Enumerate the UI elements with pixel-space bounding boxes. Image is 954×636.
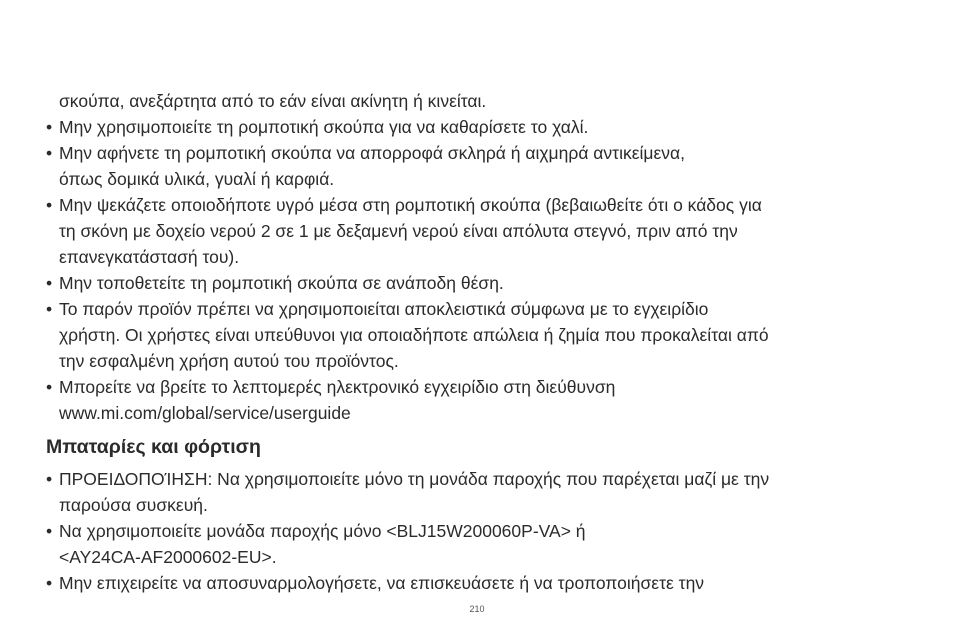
bullet-line: Μην ψεκάζετε οποιοδήποτε υγρό μέσα στη ρομποτική σκούπα (βεβαιωθείτε ότι ο κάδος για [59,195,762,215]
bullet-line: παρούσα συσκευή. [59,495,208,515]
safety-bullet-4 [46,270,926,296]
bullet-line: Μην επιχειρείτε να αποσυναρμολογήσετε, να επισκευάσετε ή να τροποποιήσετε την [59,573,705,593]
bullet-line: Μπορείτε να βρείτε το λεπτομερές ηλεκτρονικό εγχειρίδιο στη διεύθυνση [59,377,616,397]
bullet-line: Μην αφήνετε τη ρομποτική σκούπα να απορροφά σκληρά ή αιχμηρά αντικείμενα, [59,143,686,163]
bullet-line: την εσφαλμένη χρήση αυτού του προϊόντος. [59,351,399,371]
bullet-line: ΠΡΟΕΙΔΟΠΟΊΗΣΗ: Να χρησιμοποιείτε μόνο τη μονάδα παροχής που παρέχεται μαζί με την [59,469,770,489]
battery-bullet-3 [46,570,926,596]
bullet-dot: • [46,299,53,319]
continued-paragraph: σκούπα, ανεξάρτητα από το εάν είναι ακίνητη ή κινείται. [59,91,487,111]
page-content [46,88,926,596]
bullet-dot: • [46,469,53,489]
bullet-line: τη σκόνη με δοχείο νερού 2 σε 1 με δεξαμενή νερού είναι απόλυτα στεγνό, πριν από την [59,221,738,241]
battery-bullet-1 [46,466,926,518]
bullet-line: επανεγκατάστασή του). [59,247,240,267]
bullet-line: χρήστη. Οι χρήστες είναι υπεύθυνοι για οποιαδήποτε απώλεια ή ζημία που προκαλείται από [59,325,769,345]
userguide-url: www.mi.com/global/service/userguide [59,403,351,423]
bullet-dot: • [46,377,53,397]
safety-bullet-6 [46,374,926,426]
bullet-dot: • [46,573,53,593]
bullet-dot: • [46,273,53,293]
bullet-dot: • [46,117,53,137]
page-number: 210 [469,604,485,614]
bullet-line: Μην χρησιμοποιείτε τη ρομποτική σκούπα για να καθαρίσετε το χαλί. [59,117,589,137]
section-heading-batteries: Μπαταρίες και φόρτιση [46,436,261,458]
bullet-line: Μην τοποθετείτε τη ρομποτική σκούπα σε ανάποδη θέση. [59,273,504,293]
battery-bullet-2 [46,518,926,570]
safety-bullet-5 [46,296,926,374]
bullet-line: <AY24CA-AF2000602-EU>. [59,547,277,567]
bullet-line: όπως δομικά υλικά, γυαλί ή καρφιά. [59,169,335,189]
safety-bullet-2 [46,140,926,192]
bullet-dot: • [46,195,53,215]
bullet-line: Να χρησιμοποιείτε μονάδα παροχής μόνο <BLJ15W200060P-VA> ή [59,521,586,541]
bullet-dot: • [46,521,53,541]
bullet-line: Το παρόν προϊόν πρέπει να χρησιμοποιείται αποκλειστικά σύμφωνα με το εγχειρίδιο [59,299,709,319]
bullet-dot: • [46,143,53,163]
safety-bullet-3 [46,192,926,270]
safety-bullet-1 [46,114,926,140]
